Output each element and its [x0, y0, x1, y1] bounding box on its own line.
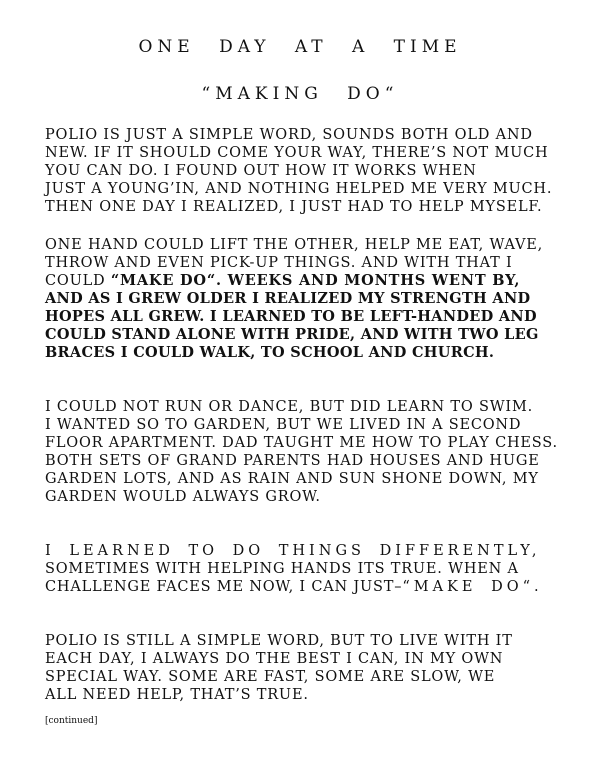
text-line: THROW AND EVEN PICK-UP THINGS. AND WITH THAT I — [45, 255, 513, 271]
bold-text-segment: “MAKE DO“. WEEKS AND MONTHS WENT BY, — [110, 272, 521, 289]
text-line: BOTH SETS OF GRAND PARENTS HAD HOUSES AND HUGE — [45, 453, 540, 469]
text-line — [45, 578, 543, 596]
continued-note: [continued] — [45, 716, 98, 726]
text-line: THEN ONE DAY I REALIZED, I JUST HAD TO HELP MYSELF. — [45, 199, 543, 215]
bold-text-line: HOPES ALL GREW. I LEARNED TO BE LEFT-HANDED AND — [45, 308, 537, 325]
text-line: GARDEN LOTS, AND AS RAIN AND SUN SHONE DOWN, MY — [45, 471, 539, 487]
text-line: ALL NEED HELP, THAT’S TRUE. — [45, 687, 309, 703]
text-line: SPECIAL WAY. SOME ARE FAST, SOME ARE SLOW, WE — [45, 669, 496, 685]
bold-text-line: COULD STAND ALONE WITH PRIDE, AND WITH TWO LEG — [45, 326, 539, 343]
text-segment: CHALLENGE FACES ME NOW, I CAN JUST– — [45, 579, 403, 595]
text-line: NEW. IF IT SHOULD COME YOUR WAY, THERE’S NOT MUCH — [45, 145, 549, 161]
text-line: EACH DAY, I ALWAYS DO THE BEST I CAN, IN MY OWN — [45, 651, 504, 667]
text-line: JUST A YOUNG’IN, AND NOTHING HELPED ME VERY MUCH. — [45, 181, 553, 197]
text-line: FLOOR APARTMENT. DAD TAUGHT ME HOW TO PLAY CHESS. — [45, 435, 558, 451]
text-line: SOMETIMES WITH HELPING HANDS ITS TRUE. WHEN A — [45, 561, 519, 577]
text-line: POLIO IS STILL A SIMPLE WORD, BUT TO LIVE WITH IT — [45, 633, 513, 649]
text-line: I COULD NOT RUN OR DANCE, BUT DID LEARN TO SWIM. — [45, 399, 534, 415]
text-line: YOU CAN DO. I FOUND OUT HOW IT WORKS WHEN — [45, 163, 477, 179]
text-line: ONE HAND COULD LIFT THE OTHER, HELP ME EAT, WAVE, — [45, 237, 544, 253]
bold-text-line: BRACES I COULD WALK, TO SCHOOL AND CHURCH. — [45, 344, 495, 361]
text-line: POLIO IS JUST A SIMPLE WORD, SOUNDS BOTH OLD AND — [45, 127, 533, 143]
text-line: GARDEN WOULD ALWAYS GROW. — [45, 489, 321, 505]
text-line — [45, 272, 520, 290]
text-line: I LEARNED TO DO THINGS DIFFERENTLY, — [45, 543, 541, 559]
text-line: I WANTED SO TO GARDEN, BUT WE LIVED IN A SECOND — [45, 417, 522, 433]
page-subtitle: “MAKING DO“ — [201, 84, 399, 104]
page-title: ONE DAY AT A TIME — [138, 37, 462, 57]
bold-text-line: AND AS I GREW OLDER I REALIZED MY STRENGTH AND — [45, 290, 531, 307]
text-segment: COULD — [45, 273, 111, 289]
text-segment: “MAKE DO“. — [402, 579, 543, 595]
